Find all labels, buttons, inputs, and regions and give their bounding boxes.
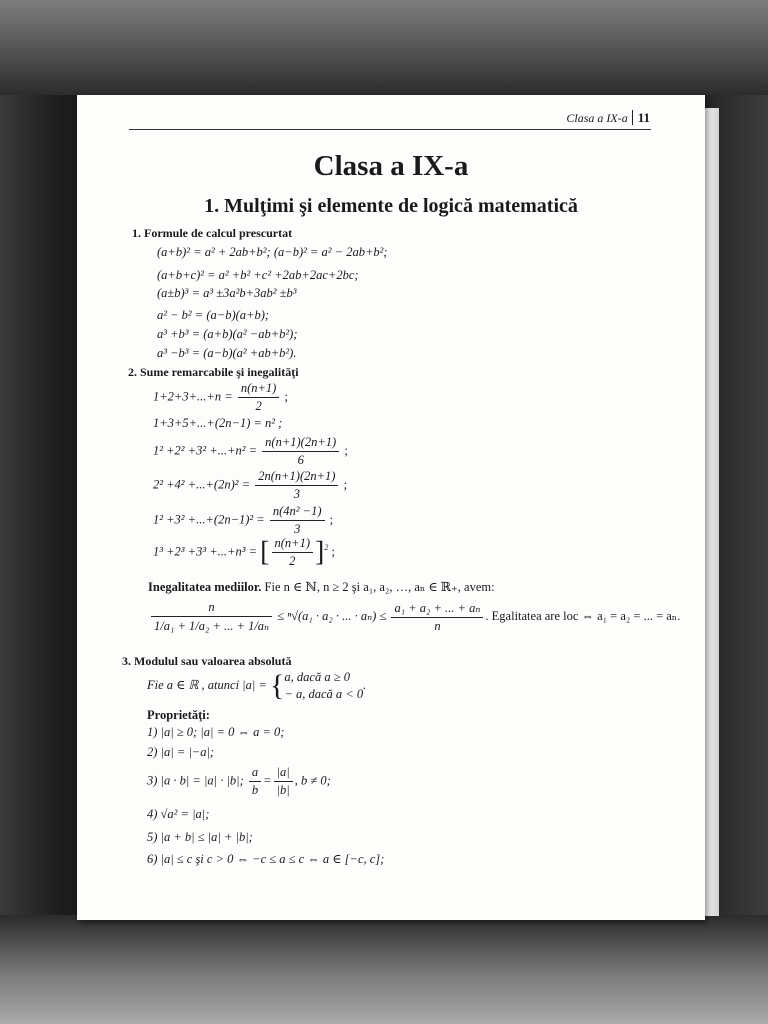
sum-1-num: n(n+1) bbox=[238, 381, 280, 398]
sum-4-num: 2n(n+1)(2n+1) bbox=[255, 469, 338, 486]
sum-2: 1+3+5+...+(2n−1) = n² ; bbox=[153, 416, 283, 430]
abs-case-2: − a, dacă a < 0 bbox=[284, 687, 364, 701]
abs-definition bbox=[147, 669, 366, 703]
sum-3-fraction bbox=[262, 435, 339, 468]
sum-3-num: n(n+1)(2n+1) bbox=[262, 435, 339, 452]
p3-lhs-den: b bbox=[251, 783, 259, 797]
harmonic-mean-fraction bbox=[151, 600, 272, 634]
property-3-end: , b ≠ 0; bbox=[294, 773, 331, 788]
running-header bbox=[566, 110, 650, 126]
right-bracket: ] bbox=[315, 536, 325, 568]
abs-def-end: . bbox=[363, 677, 367, 692]
means-text: Fie n ∈ ℕ, n ≥ 2 şi a₁, a₂, …, aₙ ∈ ℝ₊, avem: bbox=[264, 580, 495, 594]
sum-6-lhs: 1³ +2³ +3³ +...+n³ = bbox=[153, 544, 258, 559]
equality-text: . Egalitatea are loc ⇔ a₁ = a₂ = ... = aₙ. bbox=[485, 608, 681, 623]
sum-5 bbox=[153, 504, 333, 537]
property-3: 3) |a · b| = |a| · |b|; $\frac{a}{b}$ = $\frac{|a|}{|b|}$ , b ≠ 0; bbox=[147, 765, 331, 797]
page-number: 11 bbox=[632, 110, 650, 125]
p3-rhs-num: |a| bbox=[274, 765, 293, 782]
sum-4 bbox=[153, 469, 347, 502]
means-paragraph bbox=[148, 579, 495, 595]
property-1: 1) |a| ≥ 0; |a| = 0 ⇔ a = 0; bbox=[147, 725, 285, 739]
am-num: a₁ + a₂ + ... + aₙ bbox=[391, 600, 483, 618]
header-rule bbox=[129, 129, 651, 130]
sum-5-end: ; bbox=[329, 512, 334, 527]
sum-5-lhs: 1² +3² +...+(2n−1)² = bbox=[153, 512, 265, 527]
abs-case-1: a, dacă a ≥ 0 bbox=[284, 670, 350, 684]
sum-6 bbox=[153, 536, 335, 569]
formula-1-6: a³ −b³ = (a−b)(a² +ab+b²). bbox=[157, 346, 297, 360]
sum-4-end: ; bbox=[343, 477, 348, 492]
am-den: n bbox=[434, 619, 441, 633]
formula-1-1: (a+b)² = a² + 2ab+b²; (a−b)² = a² − 2ab+b²; bbox=[157, 245, 388, 259]
sum-3-den: 6 bbox=[297, 453, 304, 467]
property-2: 2) |a| = |−a|; bbox=[147, 745, 215, 759]
geometric-mean: ≤ ⁿ√(a₁ · a₂ · ... · aₙ) ≤ bbox=[277, 608, 387, 623]
property-3-text: 3) |a · b| = |a| · |b|; bbox=[147, 773, 244, 788]
sum-4-den: 3 bbox=[293, 487, 300, 501]
sum-5-fraction bbox=[270, 504, 325, 537]
property-3-lhs-fraction bbox=[249, 765, 261, 798]
chapter-title: 1. Mulţimi şi elemente de logică matematică bbox=[204, 195, 578, 217]
sum-6-den: 2 bbox=[289, 554, 296, 568]
sum-5-num: n(4n² −1) bbox=[270, 504, 325, 521]
sum-4-lhs: 2² +4² +...+(2n)² = bbox=[153, 477, 251, 492]
arithmetic-mean-fraction bbox=[391, 600, 483, 634]
property-6: 6) |a| ≤ c şi c > 0 ⇔ −c ≤ a ≤ c ⇔ a ∈ [−c, c]; bbox=[147, 852, 385, 866]
scan-background-bottom bbox=[0, 915, 768, 1024]
sum-3-end: ; bbox=[344, 443, 348, 458]
left-brace: { bbox=[270, 669, 285, 702]
sum-4-fraction bbox=[255, 469, 338, 502]
sum-1-den: 2 bbox=[255, 399, 262, 413]
sum-6-num: n(n+1) bbox=[272, 536, 314, 553]
abs-def-intro: Fie a ∈ ℝ , atunci |a| = bbox=[147, 677, 267, 692]
property-5: 5) |a + b| ≤ |a| + |b|; bbox=[147, 830, 253, 844]
means-inequality bbox=[149, 600, 680, 634]
sum-1 bbox=[153, 381, 288, 414]
sum-5-den: 3 bbox=[294, 522, 301, 536]
scan-background-top bbox=[0, 0, 768, 95]
formula-1-4: a² − b² = (a−b)(a+b); bbox=[157, 308, 270, 322]
section-2-title: 2. Sume remarcabile şi inegalităţi bbox=[128, 365, 299, 379]
sum-6-end: ; bbox=[331, 544, 335, 559]
sum-1-end: ; bbox=[284, 389, 288, 404]
means-label: Inegalitatea mediilor. bbox=[148, 580, 262, 594]
class-title: Clasa a IX-a bbox=[313, 150, 469, 182]
left-bracket: [ bbox=[260, 536, 270, 568]
property-3-rhs-fraction bbox=[274, 765, 293, 798]
p3-rhs-den: |b| bbox=[276, 783, 290, 797]
formula-1-2: (a+b+c)² = a² +b² +c² +2ab+2ac+2bc; bbox=[157, 268, 359, 282]
section-3-title: 3. Modulul sau valoarea absolută bbox=[122, 654, 292, 668]
book-page bbox=[77, 95, 705, 920]
p3-lhs-num: a bbox=[249, 765, 261, 782]
running-title: Clasa a IX-a bbox=[566, 111, 628, 125]
sum-6-exponent: 2 bbox=[324, 543, 329, 553]
formula-1-5: a³ +b³ = (a+b)(a² −ab+b²); bbox=[157, 327, 298, 341]
sum-1-lhs: 1+2+3+...+n = bbox=[153, 389, 233, 404]
sum-6-fraction bbox=[272, 536, 314, 569]
hm-den: 1/a₁ + 1/a₂ + ... + 1/aₙ bbox=[154, 619, 270, 633]
properties-title: Proprietăţi: bbox=[147, 708, 210, 722]
sum-3-lhs: 1² +2² +3² +...+n² = bbox=[153, 443, 258, 458]
formula-1-3: (a±b)³ = a³ ±3a²b+3ab² ±b³ bbox=[157, 286, 297, 300]
property-4: 4) √a² = |a|; bbox=[147, 807, 210, 821]
hm-num: n bbox=[151, 600, 272, 617]
abs-cases bbox=[284, 669, 363, 703]
section-1-title: 1. Formule de calcul prescurtat bbox=[132, 226, 293, 240]
sum-3 bbox=[153, 435, 348, 468]
sum-1-fraction bbox=[238, 381, 280, 414]
